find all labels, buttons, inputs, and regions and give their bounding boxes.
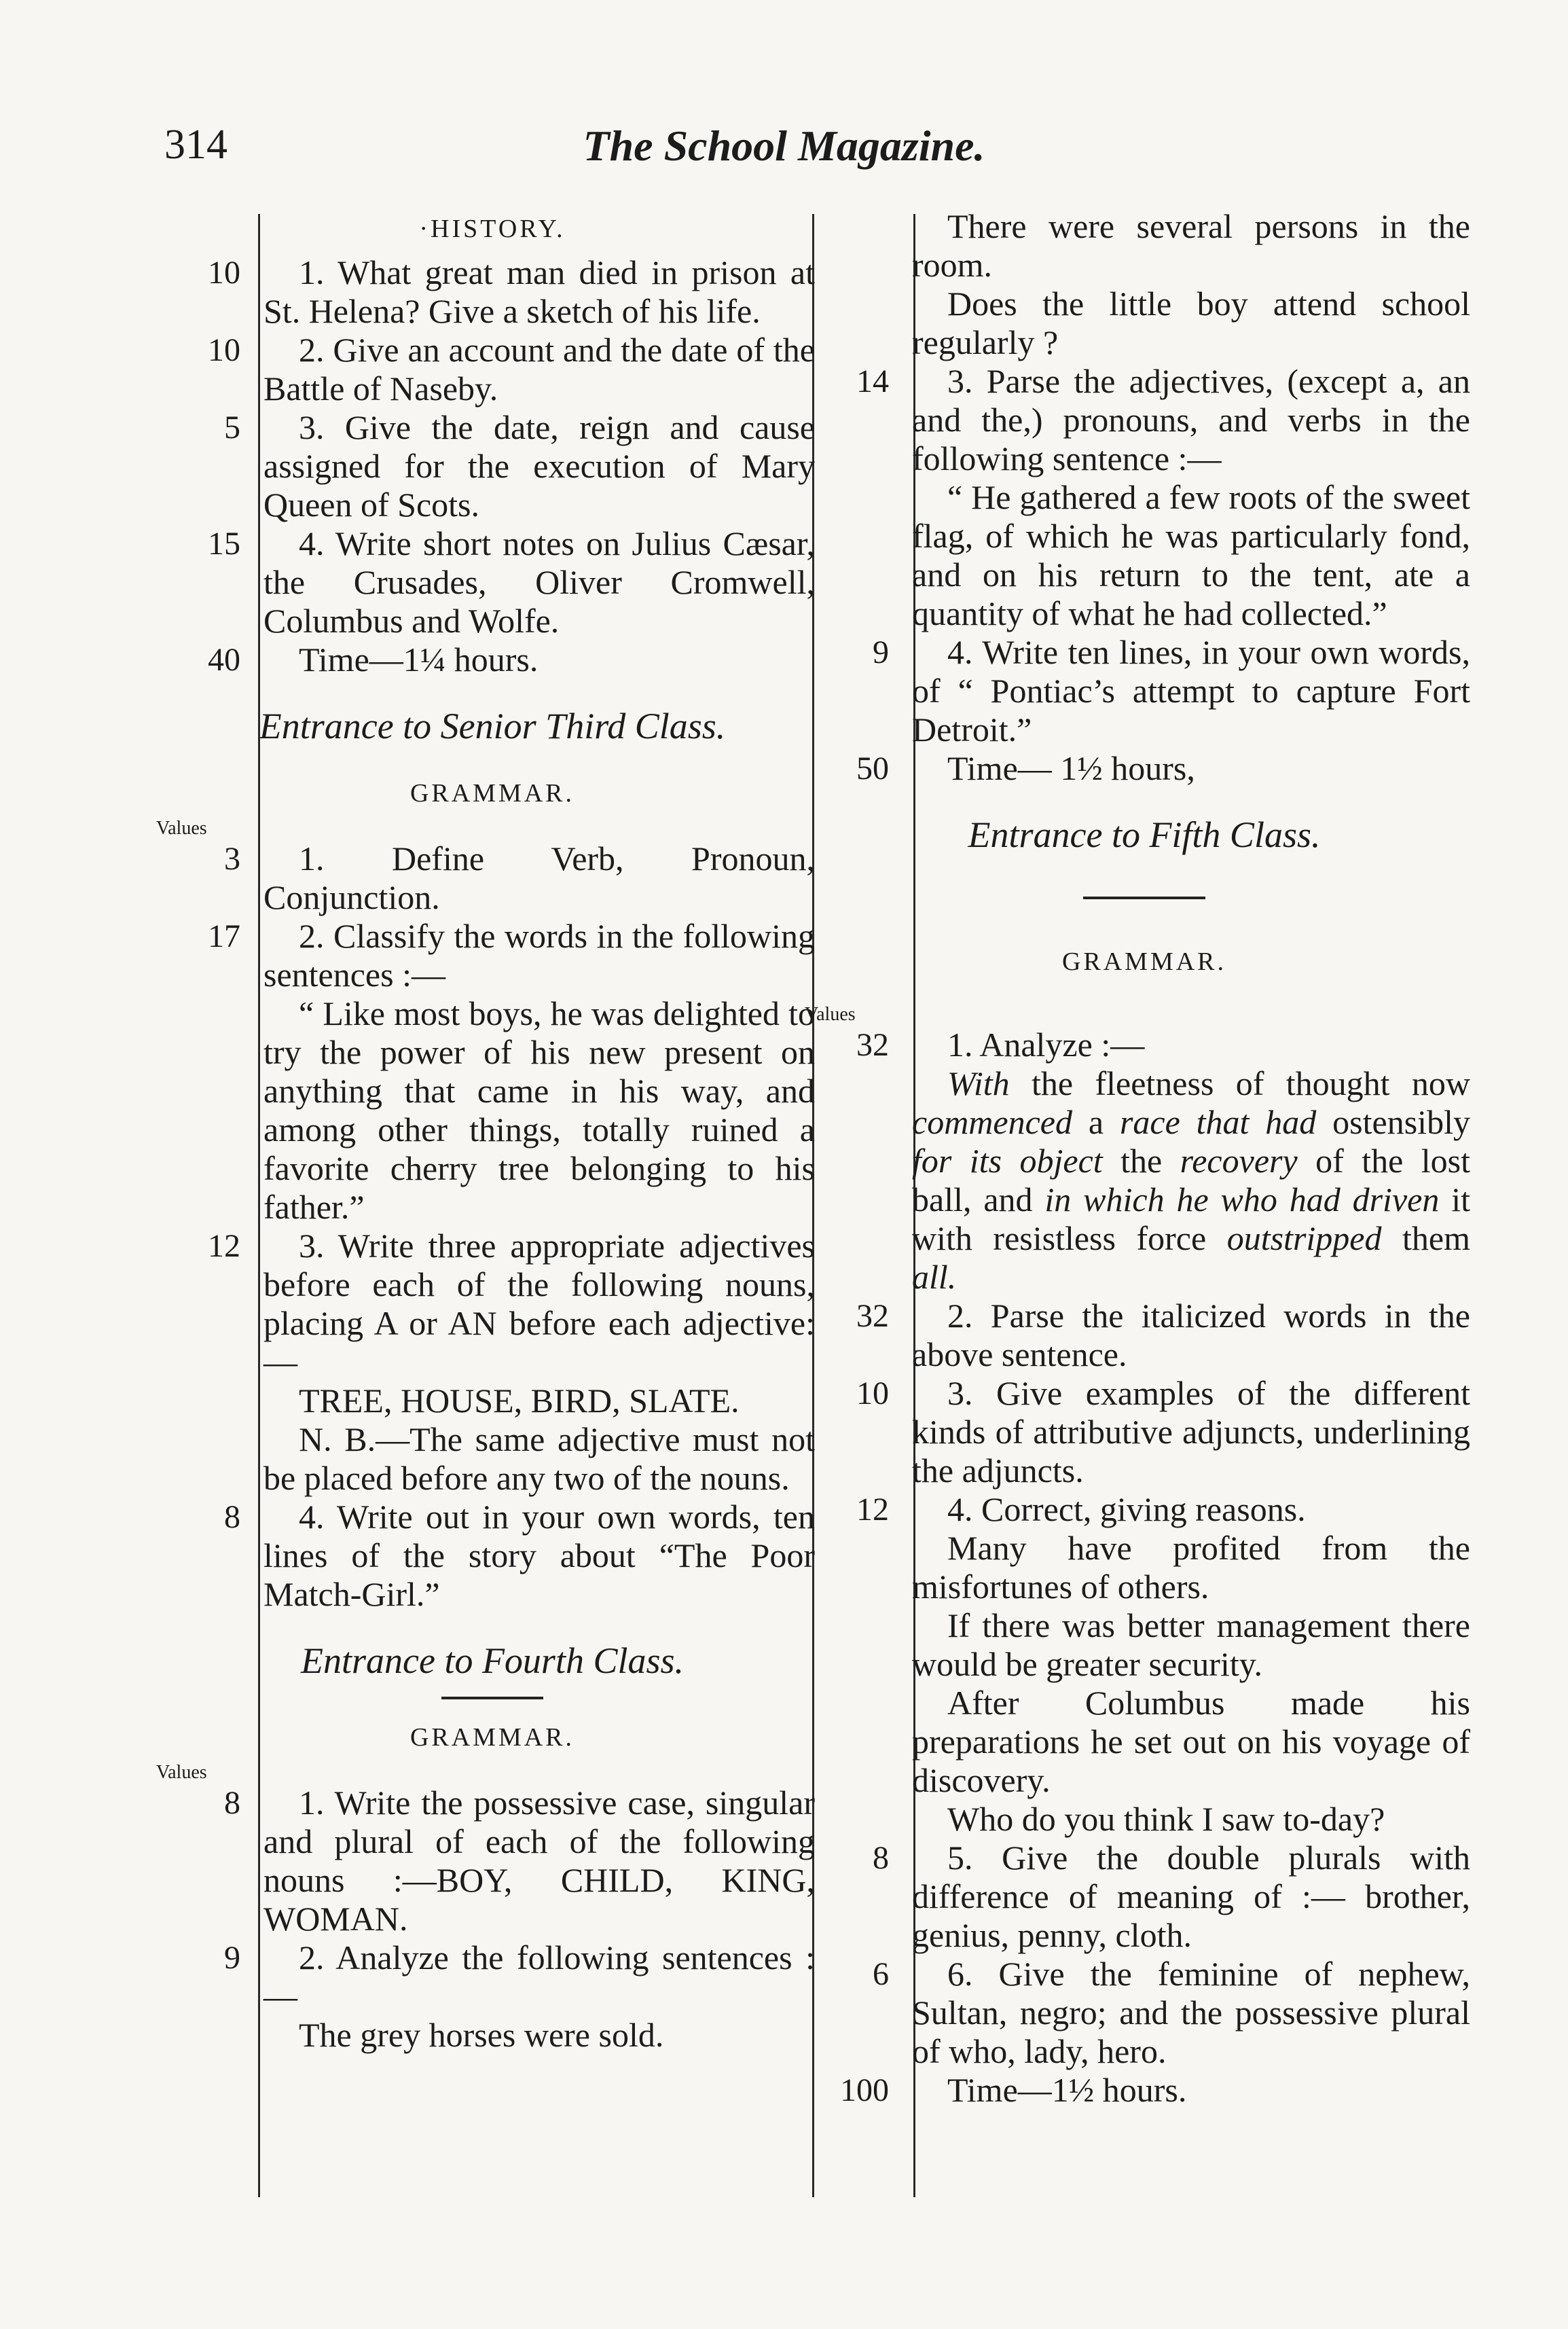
fifth-q6 [818, 1955, 1470, 2071]
sentence: Many have profited from the misfortunes of others. [912, 1529, 1470, 1606]
fourth-q2 [170, 1938, 815, 2055]
italic-word: recovery [1180, 1142, 1298, 1180]
rc-q4 [818, 633, 1470, 749]
question-text: 2. Parse the italicized words in the above sentence. [912, 1297, 1470, 1373]
value: 10 [208, 255, 240, 291]
value: 9 [224, 1940, 240, 1976]
noun-list: TREE, HOUSE, BIRD, SLATE. [299, 1382, 740, 1420]
value: 10 [208, 332, 240, 368]
time-text: Time—1½ hours. [947, 2071, 1187, 2109]
question-text: 2. Analyze the following sentences :— [263, 1938, 815, 2015]
sentence: Who do you think I saw to-day? [947, 1800, 1385, 1838]
value: 12 [856, 1492, 889, 1528]
st-q2 [170, 917, 815, 1227]
sentence: There were several persons in the room. [912, 207, 1470, 284]
divider-rule [1083, 897, 1205, 899]
value: 8 [224, 1499, 240, 1535]
history-q4 [170, 524, 815, 640]
section-title-fifth: Entrance to Fifth Class. [968, 814, 1321, 855]
italic-word: race that had [1119, 1103, 1317, 1141]
sentence: After Columbus made his preparations he set out on his voyage of discovery. [912, 1684, 1470, 1799]
grammar-heading: GRAMMAR. [409, 779, 575, 808]
italic-word: commenced [912, 1103, 1072, 1141]
value: 14 [856, 363, 889, 399]
grammar-heading: GRAMMAR. [409, 1723, 575, 1752]
value: 6 [873, 1956, 889, 1992]
history-heading: ·HISTORY. [419, 215, 566, 243]
question-text: 4. Write short notes on Julius Cæsar, the Crusades, Oliver Cromwell, Columbus and Wolfe. [263, 524, 815, 640]
question-text: 3. Parse the adjectives, (except a, an and the,) pronouns, and verbs in the following sentence :— [912, 362, 1470, 477]
fifth-q4 [818, 1490, 1470, 1839]
rc-sentence-3 [818, 285, 1470, 362]
fifth-q1 [818, 1026, 1470, 1297]
time-text: Time— 1½ hours, [947, 749, 1195, 787]
value: 15 [208, 526, 240, 562]
divider-rule [441, 1697, 543, 1699]
value: 17 [208, 918, 240, 954]
history-time [170, 640, 815, 679]
history-q2 [170, 331, 815, 408]
total-value: 50 [856, 751, 889, 787]
values-label: Values [156, 818, 207, 839]
right-column [805, 207, 1470, 2110]
analysis-sentence: With the fleetness of thought now commenced a race that had ostensibly for its object the recovery of the lost ball, and in which he who had driven it with resistless force outstripped them all. [912, 1064, 1470, 1296]
question-text: 3. Give the date, reign and cause assigned for the execution of Mary Queen of Scots. [263, 408, 815, 524]
question-text: 6. Give the feminine of nephew, Sultan, negro; and the possessive plural of who, lady, hero. [912, 1955, 1470, 2070]
fourth-q1 [170, 1784, 815, 1938]
italic-word: outstripped [1226, 1219, 1382, 1257]
italic-word: all. [912, 1258, 957, 1296]
value: 8 [224, 1785, 240, 1821]
sentence: If there was better management there would be greater security. [912, 1606, 1470, 1683]
italic-word: for its object [912, 1142, 1103, 1180]
fifth-time [818, 2071, 1470, 2110]
page-title: The School Magazine. [583, 122, 985, 170]
question-text: 2. Give an account and the date of the Battle of Naseby. [263, 331, 815, 408]
total-value: 100 [840, 2072, 889, 2108]
rc-sentence-2 [818, 207, 1470, 285]
fifth-q2 [818, 1297, 1470, 1374]
st-q1 [170, 839, 815, 917]
total-value: 40 [208, 642, 240, 678]
time-text: Time—1¼ hours. [299, 640, 539, 679]
value: 32 [856, 1027, 889, 1063]
value: 3 [224, 841, 240, 877]
question-text: 5. Give the double plurals with difference of meaning of :— brother, genius, penny, cloth. [912, 1839, 1470, 1954]
question-text: 4. Write ten lines, in your own words, of “ Pontiac’s attempt to capture Fort Detroit.” [912, 633, 1470, 748]
history-q1 [170, 253, 815, 331]
section-title-senior-third: Entrance to Senior Third Class. [259, 706, 726, 746]
question-text: 3. Write three appropriate adjectives before each of the following nouns, placing A or AN before each adjective:— [263, 1227, 815, 1381]
section-title-fourth: Entrance to Fourth Class. [301, 1640, 684, 1681]
question-text: 4. Write out in your own words, ten lines of the story about “The Poor Match-Girl.” [263, 1498, 815, 1613]
question-text: 1. Write the possessive case, singular and plural of each of the following nouns :—BOY, CHILD, KING, WOMAN. [263, 1784, 815, 1938]
question-text: 1. Analyze :— [947, 1026, 1145, 1064]
values-label: Values [805, 1004, 856, 1025]
value: 9 [873, 634, 889, 670]
rc-q3 [818, 362, 1470, 633]
question-text: 1. Define Verb, Pronoun, Conjunction. [263, 839, 815, 916]
sentence: The grey horses were sold. [299, 2016, 664, 2054]
question-text: 1. What great man died in prison at St. Helena? Give a sketch of his life. [263, 253, 815, 330]
question-text: 2. Classify the words in the following sentences :— [263, 917, 815, 994]
st-q4 [170, 1498, 815, 1614]
fifth-q5 [818, 1839, 1470, 1955]
page-number: 314 [164, 122, 227, 168]
sentence: Does the little boy attend school regularly ? [912, 285, 1470, 361]
value: 5 [224, 410, 240, 446]
left-column [156, 207, 815, 2055]
value: 10 [856, 1375, 889, 1411]
value: 12 [208, 1228, 240, 1264]
value: 32 [856, 1298, 889, 1334]
quoted-sentence: “ He gathered a few roots of the sweet flag, of which he was particularly fond, and on his return to the tent, ate a quantity of what he had collected.” [912, 478, 1470, 632]
note: N. B.—The same adjective must not be placed before any two of the nouns. [263, 1420, 815, 1497]
value: 8 [873, 1840, 889, 1876]
fifth-q3 [818, 1374, 1470, 1490]
values-label: Values [156, 1762, 207, 1783]
rc-time [818, 749, 1470, 788]
st-q3 [170, 1227, 815, 1498]
italic-word: in which he who had driven [1044, 1180, 1440, 1218]
italic-word: With [947, 1064, 1010, 1102]
question-text: 4. Correct, giving reasons. [947, 1490, 1306, 1528]
history-q3 [170, 408, 815, 524]
question-text: 3. Give examples of the different kinds of attributive adjuncts, underlining the adjuncts. [912, 1374, 1470, 1490]
grammar-heading: GRAMMAR. [1061, 947, 1227, 976]
quoted-sentence: “ Like most boys, he was delighted to try the power of his new present on anything that came in his way, and among other things, totally ruined a favorite cherry tree belonging to his father.” [263, 994, 815, 1226]
